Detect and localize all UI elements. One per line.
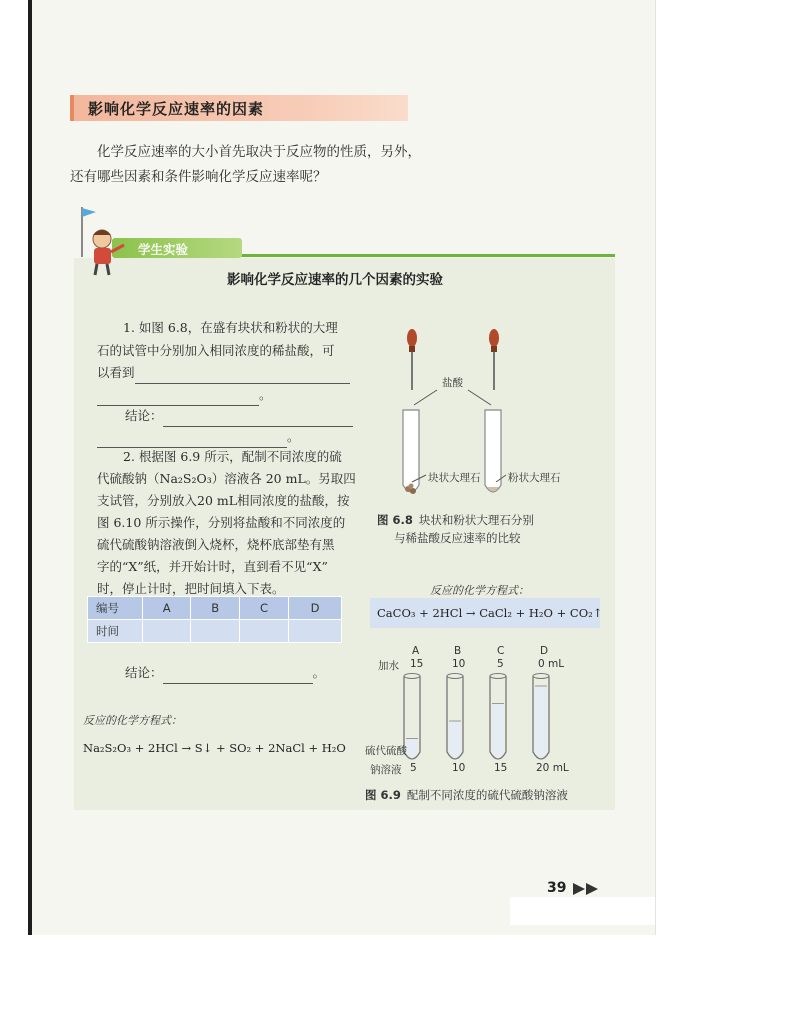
equation-left: Na₂S₂O₃ + 2HCl → S↓ + SO₂ + 2NaCl + H₂O xyxy=(83,741,346,755)
powder-marble-label: 粉状大理石 xyxy=(508,472,561,484)
section-title: 影响化学反应速率的因素 xyxy=(88,100,265,118)
item2-line-4: 图 6.10 所示操作，分别将盐酸和不同浓度的 xyxy=(97,515,346,530)
item2-line-3: 支试管，分别放入20 mL相同浓度的盐酸，按 xyxy=(97,493,350,508)
acid-label: 盐酸 xyxy=(442,377,463,389)
item2-line-2: 代硫酸钠（Na₂S₂O₃）溶液各 20 mL。另取四 xyxy=(97,471,356,486)
table-row-label: 时间 xyxy=(88,620,143,643)
conclusion1-label: 结论： xyxy=(125,408,163,423)
tube-rim-a xyxy=(404,674,420,679)
conclusion2-row: 结论： 。 xyxy=(125,662,325,684)
item2-line-7: 时，停止计时，把时间填入下表。 xyxy=(97,581,285,596)
tube-rim-d xyxy=(533,674,549,679)
reaction-label-right: 反应的化学方程式： xyxy=(430,584,529,597)
solution-value-c: 15 xyxy=(494,762,508,774)
solution-value-a: 5 xyxy=(410,762,417,774)
figure-6-8-caption-text-1: 块状和粉状大理石分别 xyxy=(418,513,534,527)
water-value-c: 5 xyxy=(497,658,504,670)
tube-label-a: A xyxy=(412,645,420,657)
water-value-a: 15 xyxy=(410,658,424,670)
table-col-b: B xyxy=(191,597,240,620)
item1-line-2: 石的试管中分别加入相同浓度的稀盐酸，可 xyxy=(97,343,335,358)
figure-6-9-caption xyxy=(365,787,568,803)
intro-line-2: 还有哪些因素和条件影响化学反应速率呢？ xyxy=(70,169,327,185)
item1-line-3-text: 以看到 xyxy=(97,365,135,380)
tube-label-b: B xyxy=(454,645,462,657)
item2-line-5: 硫代硫酸钠溶液倒入烧杯，烧杯底部垫有黑 xyxy=(97,537,335,552)
solution-value-b: 10 xyxy=(452,762,466,774)
equation-right: CaCO₃ + 2HCl → CaCl₂ + H₂O + CO₂↑ xyxy=(377,606,603,620)
lab-title: 影响化学反应速率的几个因素的实验 xyxy=(227,272,443,288)
table-header-label: 编号 xyxy=(88,597,143,620)
next-page-arrow-icon xyxy=(573,882,605,896)
tube-rim-c xyxy=(490,674,506,679)
figure-6-9-number: 图 6.9 xyxy=(365,788,401,802)
water-value-d: 0 mL xyxy=(538,658,565,670)
reaction-label-left: 反应的化学方程式： xyxy=(83,714,182,727)
observation-blank-row-2: 。 xyxy=(97,384,272,406)
water-label: 加水 xyxy=(378,660,399,672)
tube-liquid-b xyxy=(449,721,461,757)
tubes-6-9 xyxy=(404,674,549,760)
item2-line-6: 字的“X”纸，并开始计时，直到看不见“X” xyxy=(97,559,328,574)
conclusion1-row-2: 。 xyxy=(97,426,300,448)
tube-liquid-c xyxy=(492,704,504,758)
table-col-c: C xyxy=(239,597,288,620)
water-value-b: 10 xyxy=(452,658,466,670)
solution-value-d: 20 mL xyxy=(536,762,569,774)
table-col-d: D xyxy=(289,597,342,620)
item1-line-1: 1. 如图 6.8，在盛有块状和粉状的大理 xyxy=(123,320,338,335)
conclusion2-label: 结论： xyxy=(125,665,163,680)
table-col-a: A xyxy=(143,597,191,620)
figure-6-9-caption-text: 配制不同浓度的硫代硫酸钠溶液 xyxy=(406,788,568,802)
figure-6-8-number: 图 6.8 xyxy=(377,513,413,527)
tube-rim-b xyxy=(447,674,463,679)
scan-white-patch xyxy=(510,897,655,925)
tube-liquid-a xyxy=(406,739,418,758)
solution-label-line-1: 硫代硫酸 xyxy=(365,745,407,757)
tube-liquid-d xyxy=(535,686,547,757)
item2-line-1: 2. 根据图 6.9 所示，配制不同浓度的硫 xyxy=(123,449,342,464)
intro-line-1: 化学反应速率的大小首先取决于反应物的性质，另外， xyxy=(97,144,421,160)
chunk-marble-label: 块状大理石 xyxy=(428,472,481,484)
figure-6-8-caption-line-2: 与稀盐酸反应速率的比较 xyxy=(394,531,521,545)
tube-label-d: D xyxy=(540,645,549,657)
tube-label-c: C xyxy=(497,645,505,657)
page-number: 39 xyxy=(547,880,567,896)
solution-label-line-2: 钠溶液 xyxy=(370,764,402,776)
student-lab-tag-label: 学生实验 xyxy=(138,242,189,257)
